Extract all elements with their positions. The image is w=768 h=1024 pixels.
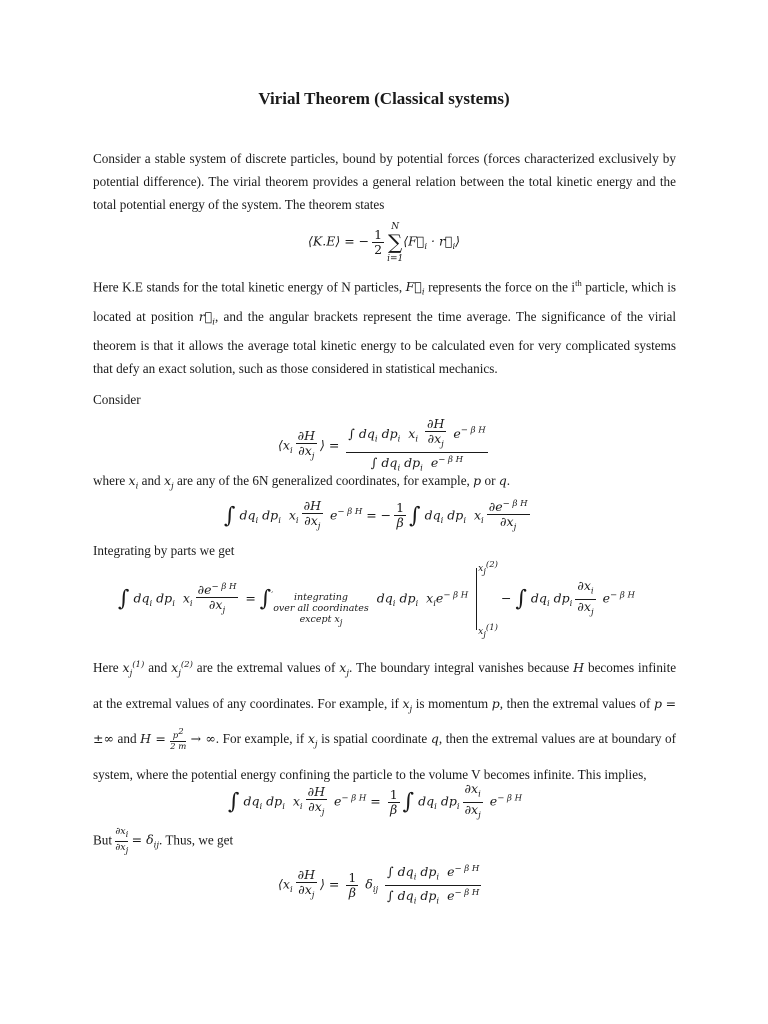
paragraph-explanation [93,272,676,380]
int-label-3: except x [299,613,340,625]
para3-text-k: , then the extremal values are at boundary of system, where the potential energy confining the particle to the volume V becomes infinite. This implies, [93,731,677,782]
para3-text-f: is momentum [415,695,489,711]
page-title: Virial Theorem (Classical systems) [258,89,510,108]
para3-text-c: are the extremal values of [196,660,336,676]
para2-sup: th [575,278,582,288]
h-equals-fraction: H = $\frac{p^2}{2 m}$ → ∞ [140,727,216,753]
xj-symbol-2: $x_j$ [339,660,349,679]
equation-implies: ∫ $dq_i$ $dp_i$ $x_i$ $\frac{\partial H}{\partial x_j}$ $e^{- \beta H}$ = $\frac{1}{\beta}$ ∫ $dq_i$ $dp_i$ $\frac{\partial x_i}{\partial x_j}$ $e^{- \beta H}$ [228,781,523,820]
kronecker-delta: = $\delta_{ij}$ [131,832,159,851]
xj-symbol-4: $x_j$ [307,731,318,750]
para3-text-i: . For example, if [215,731,305,747]
where-line: where $x_i$ and $x_j$ are any of the 6N generalized coordinates, for example, p or q. [93,473,511,492]
p-symbol: p [473,473,482,488]
but-line [93,826,233,857]
para3-text-g: , then the extremal values of [499,695,651,711]
p-equals-infinity: p [653,695,662,711]
xj1-symbol: $x_j^{(1)}$ [122,660,145,679]
integrating-by-parts-label: Integrating by parts we get [93,543,235,558]
consider-label: Consider [93,392,141,407]
xj2-symbol: $x_j^{(2)}$ [171,660,193,679]
int-label-2: over all coordinates [273,602,369,614]
equation-virial-theorem: ⟨K.E⟩ = − $\frac{1}{2}$ N ∑ $i=1⟨F⃗_i$ · $r⃗_i⟩$ [308,222,461,264]
para2-text-b: represents the force on the i [428,279,576,295]
para3-text-d: . The boundary integral vanishes because [349,660,570,676]
equation-result: $⟨x_i$ $\frac{\partial H}{\partial x_j}$ ⟩ = $\frac{1}{\beta}$ $\delta_{ij}$ $\frac{\int dq_i dp_i e^{- \beta H}}{\int dq_i dp_i e^{- \beta H}}$ [278,864,480,907]
paragraph-boundary: Here $x_j^{(1)}$ and $x_j^{(2)}$ are the extremal values of $x_j$. The boundary integral vanishes because H becomes infinite at the extremal values of any coordinates. For example, if $x_j$ is momentum p, then the extremal values of p = ±∞ and H = $\frac{p^2}{2 m}$ → ∞. For example, if $x_j$ is spatial coordinate q, then the extremal values are at boundary of system, where the potential energy confining the particle to the volume V becomes infinite. This implies, [93,660,677,782]
xj-symbol: $x_j$ [163,473,174,492]
h-symbol: H [573,660,585,676]
paragraph-intro: Consider a stable system of discrete particles, bound by potential forces (forces characterized exclusively by potential difference). The virial theorem provides a general relation between the total kinetic energy and the total potential energy of the system. The theorem states [93,151,676,212]
dxi-dxj-fraction: $\frac{\partial x_i}{\partial x_j}$ [115,826,129,856]
para2-text-a: Here K.E stands for the total kinetic energy of N particles, [93,279,403,295]
para3-text-a: Here [93,660,119,676]
force-symbol: $F⃗_i$ [405,279,425,298]
para3-text-h: and [117,731,137,747]
para2-text-c: particle, which is located at position [93,279,677,324]
para2-text-d: , and the angular brackets represent the time average. The significance of the virial theorem is that it allows the average total kinetic energy to be calculated even for very complicated systems that defy an exact solution, such as those considered in statistical mechanics. [93,308,676,377]
equation-identity: ∫ $dq_i$ $dp_i$ $x_i$ $\frac{\partial H}{\partial x_j}$ $e^{- \beta H}$ = − $\frac{1}{\beta}$ ∫ $dq_i$ $dp_i$ $x_i$ $\frac{\partial e^{- \beta H}}{\partial x_j}$ [224,497,528,533]
where-text-c: are any of the 6N generalized coordinates, for example, [176,473,470,488]
but-text-a: But [93,832,113,848]
para3-text-e: becomes infinite at the extremal values of any coordinates. For example, if [93,660,677,711]
where-text-a: where [93,473,126,488]
where-text-d: or [484,473,496,488]
position-symbol: $r⃗_i$ [198,308,215,328]
equation-integration-by-parts: ∫ $dq_i$ $dp_i$ $x_i$ $\frac{\partial e^{- \beta H}}{\partial x_j}$ = ∫′ integrating over all coordinates except $x_j$ $dq_i$ $dp_i$ $x_ie^{- \beta H}$ $x_j^{(2)}$ $x_j^{(1)}$ − ∫ $dq_i$ $dp_i$ $\frac{\partial x_i}{\partial x_j}$ $e^{- \beta H}$ [118,560,635,640]
int-label-1: integrating [294,591,348,603]
para3-text-j: is spatial coordinate [321,731,428,747]
para3-text-b: and [148,660,168,676]
but-text-b: . Thus, we get [159,832,234,848]
where-text-b: and [141,473,161,488]
q-symbol: q [498,473,507,488]
equation-average: $⟨x_i$ $\frac{\partial H}{\partial x_j}$ ⟩ = ∫ $dq_i$ $dp_i$ $x_i$ $\frac{\partial H}{\partial x_j}$ $e^{- \beta H}$ ∫ $dq_i$ $dp_i$ $e^{- \beta H}$ [278,416,486,474]
p-symbol-2: p [491,695,500,711]
q-symbol-2: q [430,731,439,747]
xj-symbol-3: $x_j$ [402,695,413,715]
xi-symbol: $x_i$ [128,473,139,492]
